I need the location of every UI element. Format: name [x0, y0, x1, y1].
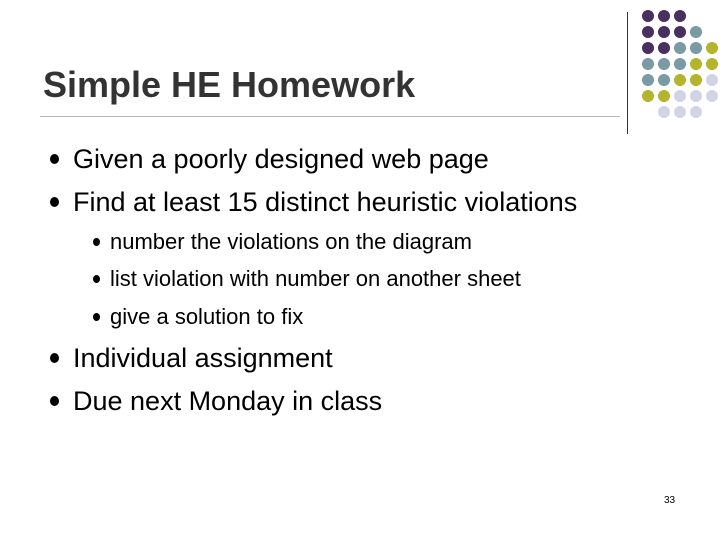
- decor-dot: [690, 26, 702, 38]
- decor-vertical-line: [627, 12, 628, 134]
- bullet-text: Individual assignment: [73, 343, 333, 373]
- bullet-text: Given a poorly designed web page: [73, 144, 489, 174]
- decor-dot: [658, 26, 670, 38]
- decor-dot: [674, 26, 686, 38]
- decor-dot: [642, 10, 654, 22]
- decor-dot: [642, 26, 654, 38]
- sub-bullet-text: list violation with number on another sheet: [110, 266, 521, 291]
- decor-dot: [674, 106, 686, 118]
- bullet-dot-icon: [50, 197, 59, 207]
- decor-dot: [674, 42, 686, 54]
- decor-dot: [690, 74, 702, 86]
- decor-dot: [658, 106, 670, 118]
- decor-dot: [642, 58, 654, 70]
- decor-dot: [642, 90, 654, 102]
- bullet-dot-icon: [93, 275, 100, 283]
- bullet-dot-icon: [93, 313, 100, 321]
- bullet-dot-icon: [50, 154, 59, 164]
- bullet-text: Due next Monday in class: [73, 386, 383, 416]
- decor-dot: [690, 106, 702, 118]
- decor-dot: [658, 58, 670, 70]
- decor-dot-grid: [638, 10, 710, 122]
- decor-dot: [658, 42, 670, 54]
- decor-dot: [706, 42, 718, 54]
- decor-dot: [706, 74, 718, 86]
- decor-dot: [706, 58, 718, 70]
- decor-dot: [658, 74, 670, 86]
- page-number: 33: [664, 495, 676, 506]
- decor-dot: [658, 10, 670, 22]
- decor-dot: [706, 90, 718, 102]
- decor-dot: [674, 58, 686, 70]
- sub-bullet-text: number the violations on the diagram: [110, 229, 472, 254]
- decor-dot: [658, 90, 670, 102]
- slide-title: Simple HE Homework: [43, 64, 416, 105]
- decor-dot: [674, 10, 686, 22]
- bullet-text: Find at least 15 distinct heuristic violations: [73, 187, 578, 217]
- decor-dot: [674, 90, 686, 102]
- decor-dot: [642, 42, 654, 54]
- bullet-dot-icon: [93, 238, 100, 246]
- sub-bullet-text: give a solution to fix: [110, 304, 304, 329]
- bullet-dot-icon: [50, 396, 59, 406]
- bullet-dot-icon: [50, 353, 59, 363]
- decor-dot: [674, 74, 686, 86]
- decor-dot: [690, 42, 702, 54]
- decor-dot: [690, 90, 702, 102]
- decor-dot: [690, 58, 702, 70]
- title-underline: [40, 116, 620, 117]
- decor-dot: [642, 74, 654, 86]
